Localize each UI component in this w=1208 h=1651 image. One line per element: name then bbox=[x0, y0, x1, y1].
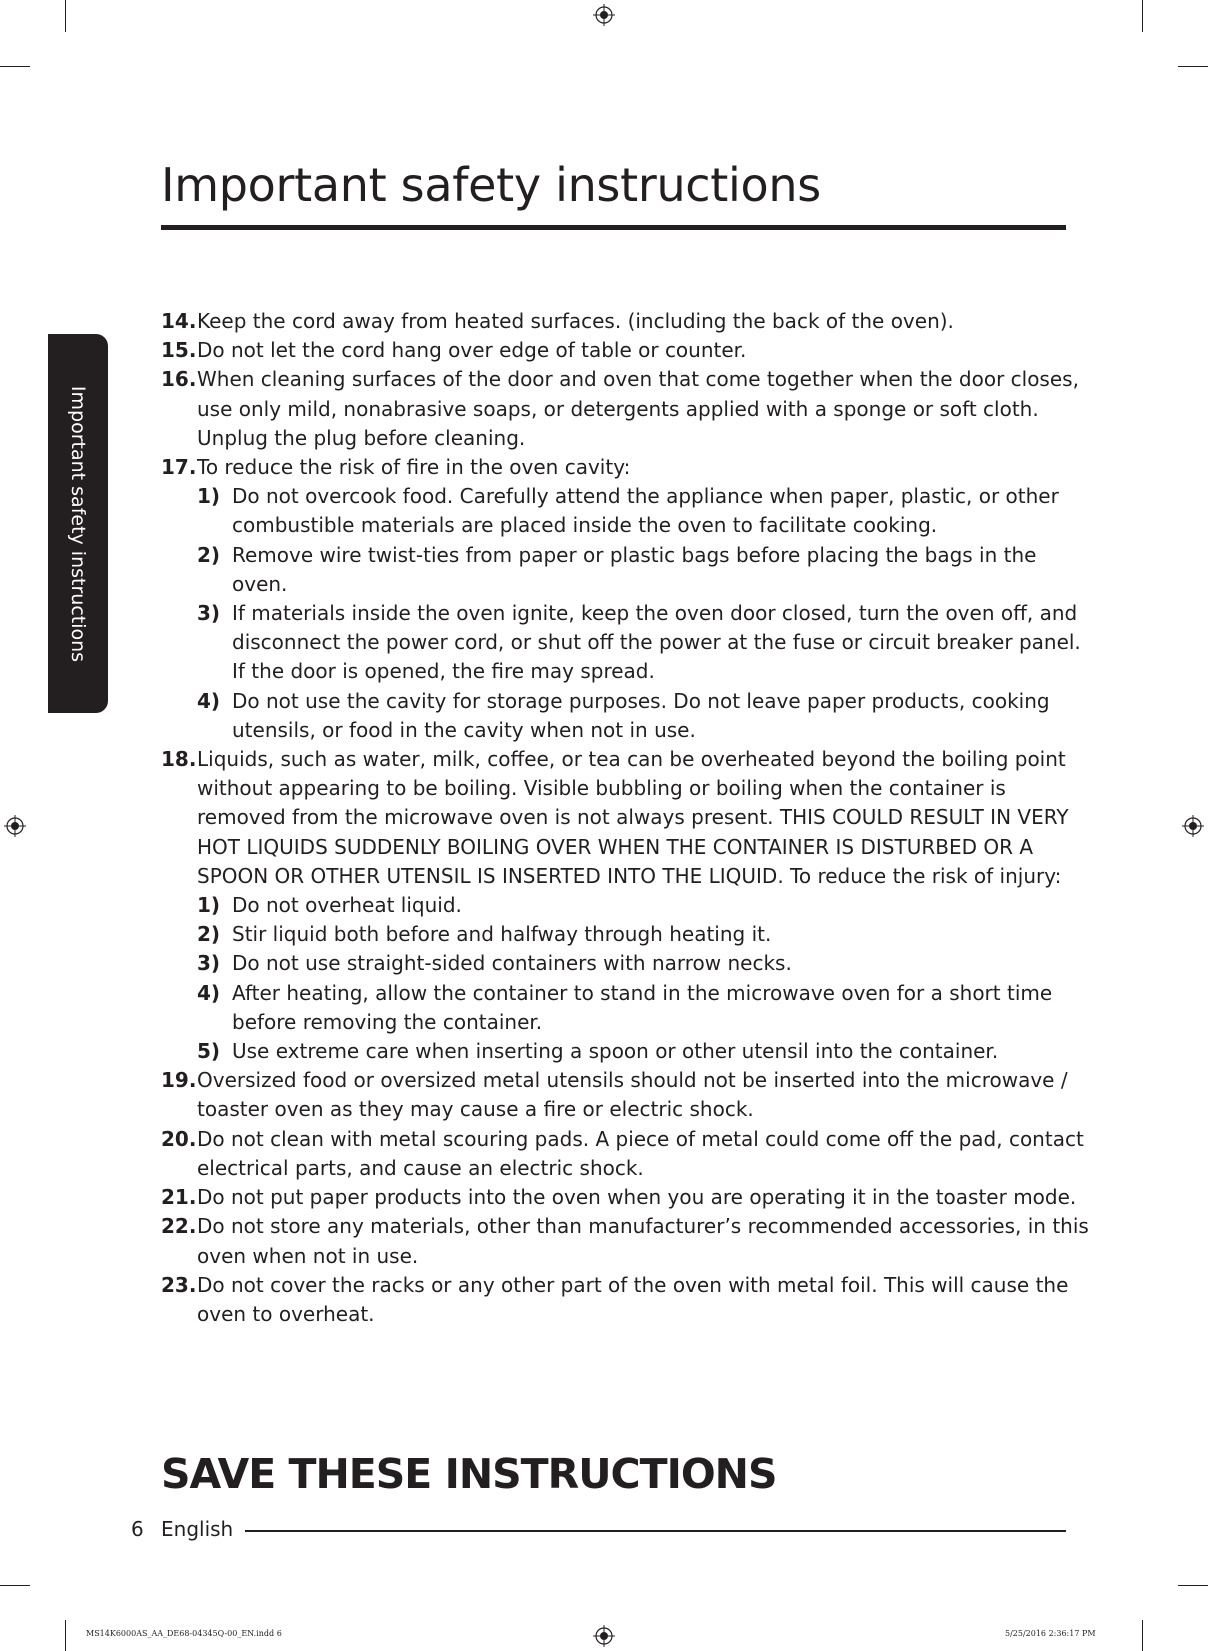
registration-mark-icon bbox=[593, 4, 615, 26]
instruction-number: 17. bbox=[161, 455, 197, 480]
crop-mark bbox=[0, 66, 30, 67]
registration-mark-icon bbox=[4, 815, 26, 837]
instruction-item bbox=[161, 745, 1091, 891]
subitem-text: Do not overcook food. Carefully attend the appliance when paper, plastic, or other combustible materials are placed inside the oven to facilitate cooking. bbox=[232, 484, 1059, 538]
subitem-number: 2) bbox=[197, 922, 221, 947]
instruction-subitem bbox=[161, 891, 1091, 920]
instruction-text: Do not let the cord hang over edge of table or counter. bbox=[197, 338, 747, 363]
subitem-text: If materials inside the oven ignite, keep the oven door closed, turn the oven off, and disconnect the power cord, or shut off the power at the fuse or circuit breaker panel. If the door is opened, the fire may spread. bbox=[232, 601, 1081, 684]
instruction-number: 19. bbox=[161, 1068, 197, 1093]
registration-mark-icon bbox=[593, 1625, 615, 1647]
instruction-subitem bbox=[161, 541, 1091, 599]
title-rule bbox=[161, 225, 1066, 230]
side-section-tab bbox=[48, 334, 108, 713]
footer-language: English bbox=[161, 1517, 234, 1541]
instruction-item bbox=[161, 365, 1091, 453]
instruction-number: 21. bbox=[161, 1185, 197, 1210]
instruction-text: Do not clean with metal scouring pads. A piece of metal could come off the pad, contact electrical parts, and cause an electric shock. bbox=[197, 1126, 1084, 1180]
instruction-number: 14. bbox=[161, 309, 197, 333]
subitem-number: 4) bbox=[197, 980, 221, 1005]
instructions-list bbox=[161, 307, 1091, 1329]
save-instructions-heading: SAVE THESE INSTRUCTIONS bbox=[161, 1450, 777, 1498]
instruction-text: Do not store any materials, other than manufacturer’s recommended accessories, in this oven when not in use. bbox=[197, 1214, 1089, 1268]
instruction-subitem bbox=[161, 482, 1091, 540]
instruction-item bbox=[161, 1183, 1091, 1212]
instruction-number: 20. bbox=[161, 1126, 197, 1151]
instruction-number: 23. bbox=[161, 1272, 197, 1297]
instruction-number: 18. bbox=[161, 747, 197, 772]
instruction-item bbox=[161, 1125, 1091, 1183]
instruction-number: 22. bbox=[161, 1214, 197, 1239]
instruction-subitem bbox=[161, 687, 1091, 745]
subitem-text: After heating, allow the container to stand in the microwave oven for a short time before removing the container. bbox=[232, 980, 1053, 1034]
subitem-text: Do not overheat liquid. bbox=[232, 893, 462, 918]
subitem-number: 5) bbox=[197, 1039, 221, 1064]
page-number: 6 bbox=[131, 1517, 144, 1541]
instruction-text: Liquids, such as water, milk, coffee, or tea can be overheated beyond the boiling point without appearing to be boiling. Visible bubbling or boiling when the container is removed from the microwave oven is not always present. THIS COULD RESULT IN VERY HOT LIQUIDS SUDDENLY BOILING OVER WHEN THE CONTAINER IS DISTURBED OR A SPOON OR OTHER UTENSIL IS INSERTED INTO THE LIQUID. To reduce the risk of injury: bbox=[197, 747, 1069, 888]
footer-rule bbox=[245, 1530, 1066, 1532]
subitem-number: 1) bbox=[197, 893, 221, 918]
instruction-subitem bbox=[161, 979, 1091, 1037]
subitem-number: 4) bbox=[197, 688, 221, 713]
instruction-item bbox=[161, 336, 1091, 365]
subitem-number: 3) bbox=[197, 601, 221, 626]
subitem-text: Do not use the cavity for storage purposes. Do not leave paper products, cooking utensils, or food in the cavity when not in use. bbox=[232, 688, 1050, 742]
instruction-text: Keep the cord away from heated surfaces. (including the back of the oven). bbox=[197, 309, 954, 333]
subitem-text: Stir liquid both before and halfway through heating it. bbox=[232, 922, 772, 947]
crop-mark bbox=[0, 1585, 30, 1586]
crop-mark bbox=[1142, 0, 1143, 32]
instruction-subitem bbox=[161, 599, 1091, 687]
crop-mark bbox=[65, 1620, 66, 1651]
crop-mark bbox=[1178, 66, 1208, 67]
subitem-number: 2) bbox=[197, 542, 221, 567]
instruction-subitem bbox=[161, 949, 1091, 978]
instruction-item bbox=[161, 1212, 1091, 1270]
crop-mark bbox=[1178, 1585, 1208, 1586]
instruction-text: Oversized food or oversized metal utensils should not be inserted into the microwave / toaster oven as they may cause a fire or electric shock. bbox=[197, 1068, 1068, 1122]
instruction-subitem bbox=[161, 1037, 1091, 1066]
instruction-item bbox=[161, 453, 1091, 482]
instruction-number: 15. bbox=[161, 338, 197, 363]
print-slug-file: MS14K6000AS_AA_DE68-04345Q-00_EN.indd 6 bbox=[86, 1629, 282, 1638]
subitem-text: Do not use straight-sided containers with narrow necks. bbox=[232, 951, 792, 976]
subitem-number: 1) bbox=[197, 484, 221, 509]
instruction-item bbox=[161, 307, 1091, 336]
subitem-text: Use extreme care when inserting a spoon or other utensil into the container. bbox=[232, 1039, 999, 1064]
subitem-text: Remove wire twist-ties from paper or plastic bags before placing the bags in the oven. bbox=[232, 542, 1037, 596]
instruction-item bbox=[161, 1271, 1091, 1329]
instruction-text: Do not cover the racks or any other part of the oven with metal foil. This will cause the oven to overheat. bbox=[197, 1272, 1069, 1326]
instruction-number: 16. bbox=[161, 367, 197, 392]
instruction-text: To reduce the risk of fire in the oven cavity: bbox=[197, 455, 631, 480]
page-title: Important safety instructions bbox=[161, 158, 821, 212]
registration-mark-icon bbox=[1182, 815, 1204, 837]
crop-mark bbox=[65, 0, 66, 32]
subitem-number: 3) bbox=[197, 951, 221, 976]
instruction-text: Do not put paper products into the oven when you are operating it in the toaster mode. bbox=[197, 1185, 1077, 1210]
instruction-item bbox=[161, 1066, 1091, 1124]
print-slug-date: 5/25/2016 2:36:17 PM bbox=[1005, 1629, 1096, 1638]
crop-mark bbox=[1142, 1620, 1143, 1651]
instruction-subitem bbox=[161, 920, 1091, 949]
side-tab-label: Important safety instructions bbox=[67, 385, 89, 662]
instruction-text: When cleaning surfaces of the door and oven that come together when the door closes, use only mild, nonabrasive soaps, or detergents applied with a sponge or soft cloth. Unplug the plug before cleaning. bbox=[197, 367, 1079, 450]
